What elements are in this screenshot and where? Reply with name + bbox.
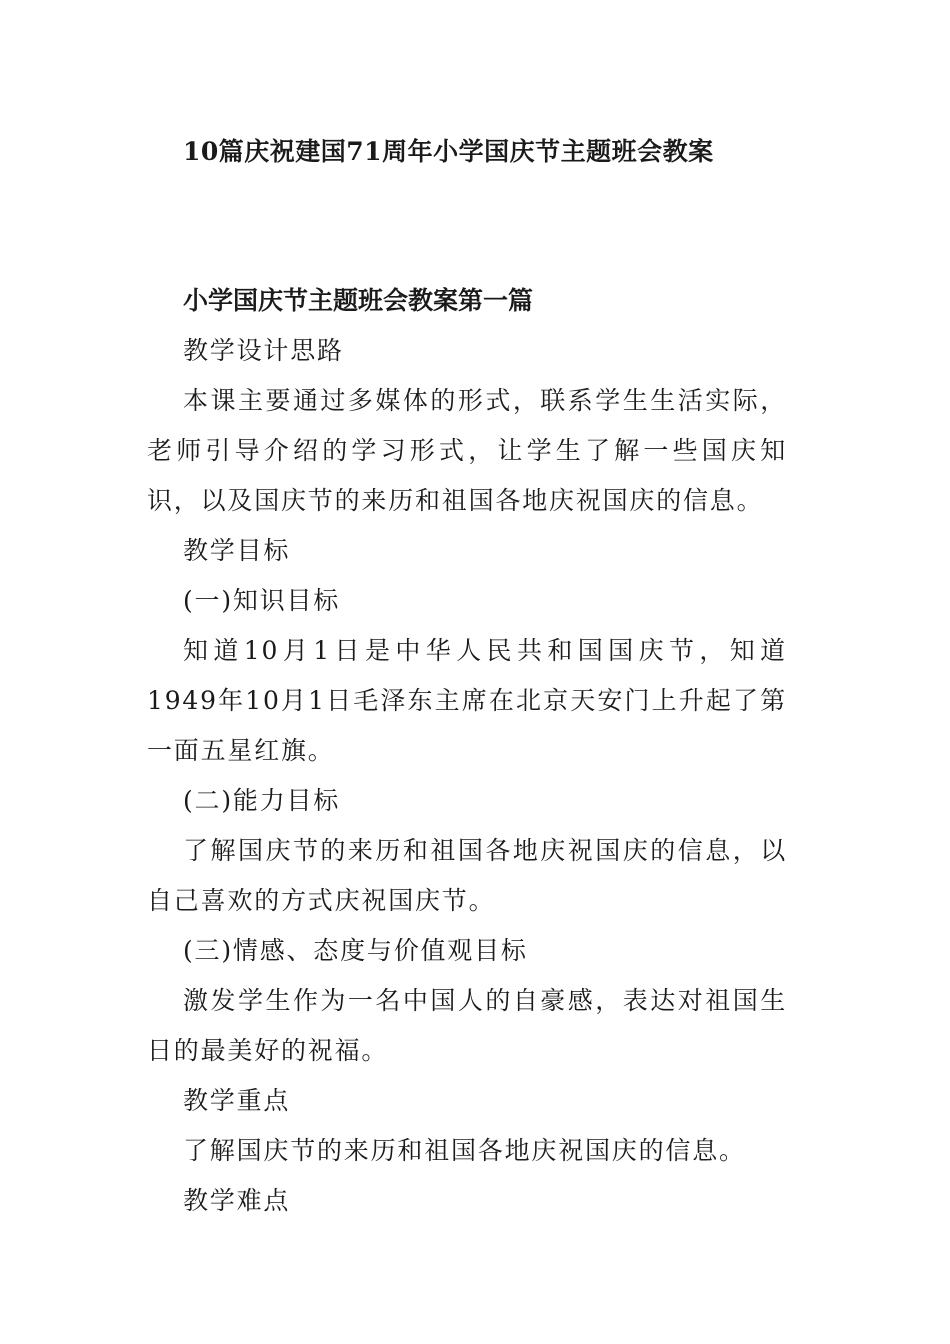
paragraph-emotion-objective-heading: (三)情感、态度与价值观目标 bbox=[183, 936, 528, 965]
paragraph-ability-objective-text: 了解国庆节的来历和祖国各地庆祝国庆的信息，以自己喜欢的方式庆祝国庆节。 bbox=[147, 836, 787, 915]
paragraph-design-idea-text: 本课主要通过多媒体的形式，联系学生生活实际，老师引导介绍的学习形式，让学生了解一些国庆知识，以及国庆节的来历和祖国各地庆祝国庆的信息。 bbox=[147, 386, 787, 515]
document-body bbox=[147, 276, 787, 1226]
paragraph-design-idea-heading: 教学设计思路 bbox=[183, 336, 344, 365]
paragraph-knowledge-objective-heading: (一)知识目标 bbox=[183, 586, 341, 615]
paragraph-ability-objective-heading: (二)能力目标 bbox=[183, 786, 341, 815]
paragraph-knowledge-objective-text: 知道10月1日是中华人民共和国国庆节，知道1949年10月1日毛泽东主席在北京天安门上升起了第一面五星红旗。 bbox=[147, 636, 787, 765]
paragraph-emotion-objective-text: 激发学生作为一名中国人的自豪感，表达对祖国生日的最美好的祝福。 bbox=[147, 986, 787, 1065]
paragraph-objectives-heading: 教学目标 bbox=[183, 536, 291, 565]
document-title: 10篇庆祝建国71周年小学国庆节主题班会教案 bbox=[183, 137, 714, 166]
section-heading: 小学国庆节主题班会教案第一篇 bbox=[183, 286, 534, 315]
paragraph-difficulty-heading: 教学难点 bbox=[183, 1186, 291, 1215]
paragraph-key-point-heading: 教学重点 bbox=[183, 1086, 291, 1115]
paragraph-key-point-text: 了解国庆节的来历和祖国各地庆祝国庆的信息。 bbox=[183, 1136, 746, 1165]
